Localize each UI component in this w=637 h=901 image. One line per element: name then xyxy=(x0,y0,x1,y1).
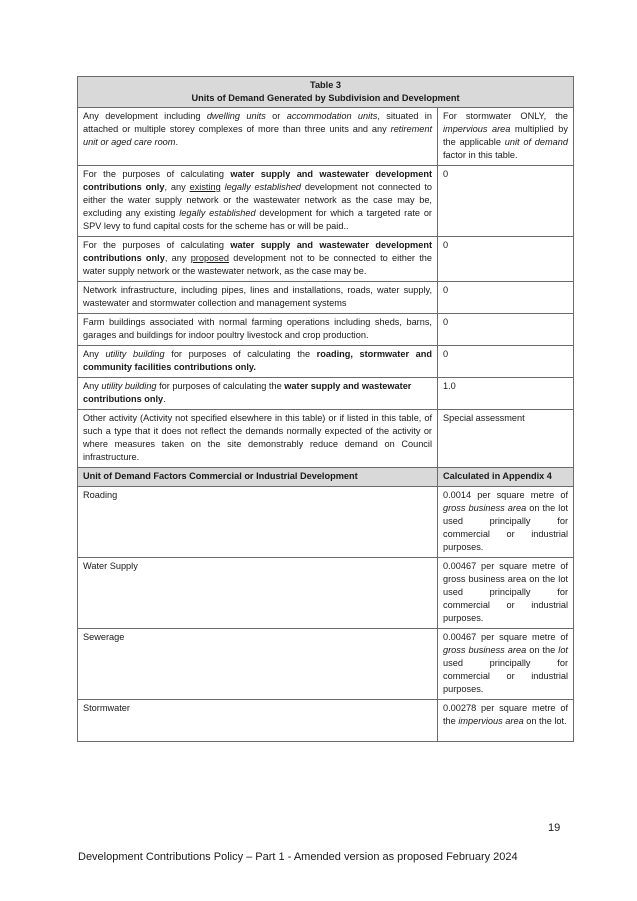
row-description xyxy=(78,237,438,282)
text-run: , any xyxy=(164,182,190,192)
text-run: dwelling units xyxy=(206,111,266,121)
page-footer: Development Contributions Policy – Part 1 - Amended version as proposed February 2024 xyxy=(78,851,518,863)
table-row xyxy=(78,108,574,166)
row-value: 0 xyxy=(438,346,574,378)
text-run: , any xyxy=(164,253,191,263)
text-run: gross business area xyxy=(443,503,527,513)
text-run: 0.00467 per square metre of xyxy=(443,632,569,642)
table-title-cell xyxy=(78,77,574,108)
text-run: water supply and wastewater contributions only xyxy=(83,381,412,404)
table-row xyxy=(78,410,574,468)
text-run: For the purposes of calculating xyxy=(83,240,231,250)
text-run: 0.0014 per square metre of xyxy=(443,490,569,500)
text-run: . xyxy=(163,394,166,404)
row-value: 0 xyxy=(438,237,574,282)
row-description xyxy=(78,108,438,166)
text-run: For the purposes of calculating xyxy=(83,169,231,179)
text-run: utility building xyxy=(105,349,165,359)
text-run: development for which a targeted rate or SPV levy to fund capital costs for the scheme has or will be paid.. xyxy=(83,208,432,231)
text-run: on the xyxy=(526,645,559,655)
text-run: on the lot used principally for commercial or industrial purposes. xyxy=(443,503,569,552)
text-run: impervious area xyxy=(443,124,511,134)
factor-value: 0.00467 per square metre of gross business area on the lot used principally for commercial or industrial purposes. xyxy=(438,558,574,629)
text-run: legally established xyxy=(179,208,256,218)
factor-value xyxy=(438,487,574,558)
factor-label: Sewerage xyxy=(78,629,438,700)
factor-label: Water Supply xyxy=(78,558,438,629)
text-run: development not to be connected to either the water supply network or the wastewater network, as the case may be. xyxy=(83,253,432,276)
text-run: proposed xyxy=(190,253,229,263)
table-row xyxy=(78,314,574,346)
row-value: 1.0 xyxy=(438,378,574,410)
table-row xyxy=(78,237,574,282)
text-run: existing xyxy=(189,182,221,192)
text-run: . xyxy=(175,137,178,147)
text-run: factor in this table. xyxy=(443,150,518,160)
factors-header-row xyxy=(78,468,574,487)
row-description xyxy=(78,166,438,237)
factor-value xyxy=(438,629,574,700)
row-description xyxy=(78,378,438,410)
text-run: development not connected to either the water supply network or the wastewater network as the case may be, excluding any existing xyxy=(83,182,432,218)
table-row xyxy=(78,166,574,237)
factor-row-roading xyxy=(78,487,574,558)
factor-row-stormwater xyxy=(78,700,574,742)
text-run: Any development including xyxy=(83,111,207,121)
row-value: 0 xyxy=(438,282,574,314)
text-run: utility building xyxy=(101,381,157,391)
text-run: retirement unit or aged care room xyxy=(83,124,432,147)
text-run: for purposes of calculating the xyxy=(164,349,317,359)
units-of-demand-table xyxy=(77,76,574,742)
text-run: 0.00278 per square metre of the xyxy=(443,703,569,726)
text-run: multiplied by the applicable xyxy=(443,124,569,147)
text-run: Any xyxy=(83,381,102,391)
row-description: Other activity (Activity not specified elsewhere in this table) or if listed in this table, of such a type that it does not reflect the demands normally expected of the activity or where measures taken on the site demonstrably reduce demand on Council infrastructure. xyxy=(78,410,438,468)
factor-label: Stormwater xyxy=(78,700,438,742)
table-title: Table 3 xyxy=(310,80,341,90)
factors-header-label: Unit of Demand Factors Commercial or Industrial Development xyxy=(78,468,438,487)
factor-label: Roading xyxy=(78,487,438,558)
text-run: lot xyxy=(558,645,568,655)
text-run: unit of demand xyxy=(504,137,568,147)
table-row xyxy=(78,346,574,378)
row-description: Farm buildings associated with normal farming operations including sheds, barns, garages and buildings for indoor poultry livestock and crop production. xyxy=(78,314,438,346)
text-run: gross business area xyxy=(443,645,527,655)
table-row xyxy=(78,282,574,314)
row-value: 0 xyxy=(438,166,574,237)
table-row xyxy=(78,378,574,410)
text-run: water supply and wastewater development contributions only xyxy=(83,169,432,192)
text-run: , situated in attached or multiple storey complexes of more than three units and any xyxy=(83,111,432,134)
row-value: Special assessment xyxy=(438,410,574,468)
row-description xyxy=(78,346,438,378)
text-run: roading, stormwater and community facilities contributions only. xyxy=(83,349,432,372)
text-run: accommodation units xyxy=(286,111,378,121)
row-value: 0 xyxy=(438,314,574,346)
text-run: impervious area xyxy=(458,716,524,726)
factors-header-value: Calculated in Appendix 4 xyxy=(438,468,574,487)
text-run: For stormwater ONLY, the xyxy=(443,111,569,121)
row-value xyxy=(438,108,574,166)
text-run: on the lot. xyxy=(523,716,567,726)
factor-row-sewerage xyxy=(78,629,574,700)
text-run: Any xyxy=(83,349,106,359)
factor-value xyxy=(438,700,574,742)
table-subtitle: Units of Demand Generated by Subdivision and Development xyxy=(191,93,460,103)
text-run: legally established xyxy=(224,182,302,192)
text-run: or xyxy=(265,111,287,121)
row-description: Network infrastructure, including pipes, lines and installations, roads, water supply, wastewater and stormwater collection and management systems xyxy=(78,282,438,314)
text-run: water supply and wastewater development contributions only xyxy=(83,240,432,263)
factor-row-water-supply xyxy=(78,558,574,629)
text-run: used principally for commercial or industrial purposes. xyxy=(443,658,569,694)
text-run: for purposes of calculating the xyxy=(156,381,285,391)
page-number: 19 xyxy=(548,822,561,834)
table-title-row xyxy=(78,77,574,108)
